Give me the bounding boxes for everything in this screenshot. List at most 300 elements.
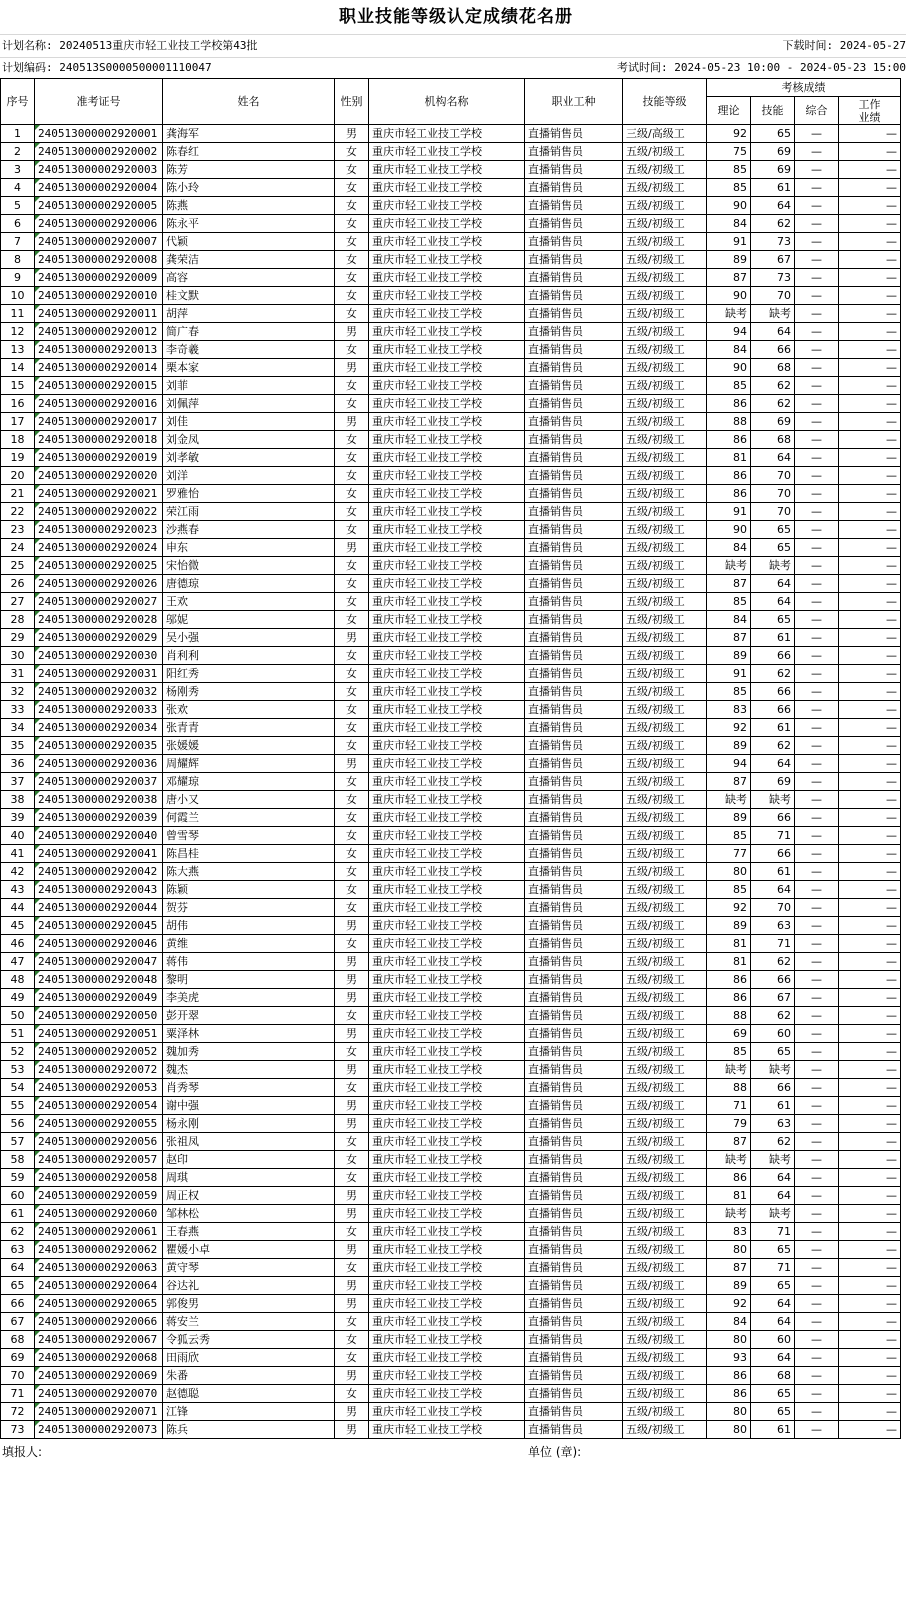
cell-seq[interactable]: 15 xyxy=(1,377,35,395)
cell-exam-id[interactable]: 240513000002920001 xyxy=(35,125,163,143)
cell-level[interactable]: 五级/初级工 xyxy=(623,539,707,557)
cell-work[interactable]: — xyxy=(839,431,901,449)
cell-composite[interactable]: — xyxy=(795,1133,839,1151)
cell-occupation[interactable]: 直播销售员 xyxy=(525,395,623,413)
cell-exam-id[interactable]: 240513000002920067 xyxy=(35,1331,163,1349)
cell-composite[interactable]: — xyxy=(795,989,839,1007)
cell-theory[interactable]: 90 xyxy=(707,197,751,215)
cell-name[interactable]: 周琪 xyxy=(163,1169,335,1187)
cell-theory[interactable]: 缺考 xyxy=(707,1151,751,1169)
cell-seq[interactable]: 24 xyxy=(1,539,35,557)
cell-seq[interactable]: 33 xyxy=(1,701,35,719)
cell-skill[interactable]: 62 xyxy=(751,215,795,233)
cell-org[interactable]: 重庆市轻工业技工学校 xyxy=(369,1169,525,1187)
cell-level[interactable]: 五级/初级工 xyxy=(623,197,707,215)
cell-exam-id[interactable]: 240513000002920068 xyxy=(35,1349,163,1367)
cell-composite[interactable]: — xyxy=(795,1079,839,1097)
cell-exam-id[interactable]: 240513000002920030 xyxy=(35,647,163,665)
cell-composite[interactable]: — xyxy=(795,1385,839,1403)
cell-gender[interactable]: 女 xyxy=(335,611,369,629)
cell-skill[interactable]: 65 xyxy=(751,521,795,539)
cell-occupation[interactable]: 直播销售员 xyxy=(525,1259,623,1277)
cell-occupation[interactable]: 直播销售员 xyxy=(525,1187,623,1205)
cell-theory[interactable]: 缺考 xyxy=(707,1205,751,1223)
cell-seq[interactable]: 34 xyxy=(1,719,35,737)
cell-gender[interactable]: 男 xyxy=(335,1295,369,1313)
cell-work[interactable]: — xyxy=(839,1295,901,1313)
cell-theory[interactable]: 91 xyxy=(707,503,751,521)
cell-org[interactable]: 重庆市轻工业技工学校 xyxy=(369,791,525,809)
cell-work[interactable]: — xyxy=(839,1367,901,1385)
cell-occupation[interactable]: 直播销售员 xyxy=(525,179,623,197)
cell-work[interactable]: — xyxy=(839,845,901,863)
cell-occupation[interactable]: 直播销售员 xyxy=(525,341,623,359)
cell-name[interactable]: 陈春红 xyxy=(163,143,335,161)
cell-org[interactable]: 重庆市轻工业技工学校 xyxy=(369,1385,525,1403)
cell-work[interactable]: — xyxy=(839,629,901,647)
cell-gender[interactable]: 男 xyxy=(335,755,369,773)
cell-work[interactable]: — xyxy=(839,1403,901,1421)
cell-exam-id[interactable]: 240513000002920043 xyxy=(35,881,163,899)
cell-gender[interactable]: 女 xyxy=(335,1331,369,1349)
cell-skill[interactable]: 62 xyxy=(751,953,795,971)
cell-work[interactable]: — xyxy=(839,1331,901,1349)
cell-seq[interactable]: 6 xyxy=(1,215,35,233)
cell-theory[interactable]: 86 xyxy=(707,971,751,989)
cell-org[interactable]: 重庆市轻工业技工学校 xyxy=(369,1187,525,1205)
cell-gender[interactable]: 男 xyxy=(335,971,369,989)
cell-gender[interactable]: 女 xyxy=(335,395,369,413)
cell-exam-id[interactable]: 240513000002920059 xyxy=(35,1187,163,1205)
cell-composite[interactable]: — xyxy=(795,179,839,197)
cell-composite[interactable]: — xyxy=(795,737,839,755)
cell-gender[interactable]: 男 xyxy=(335,1403,369,1421)
cell-name[interactable]: 张欢 xyxy=(163,701,335,719)
cell-occupation[interactable]: 直播销售员 xyxy=(525,1295,623,1313)
cell-skill[interactable]: 65 xyxy=(751,125,795,143)
cell-gender[interactable]: 女 xyxy=(335,377,369,395)
cell-seq[interactable]: 54 xyxy=(1,1079,35,1097)
cell-work[interactable]: — xyxy=(839,1043,901,1061)
cell-skill[interactable]: 71 xyxy=(751,1223,795,1241)
cell-exam-id[interactable]: 240513000002920071 xyxy=(35,1403,163,1421)
cell-work[interactable]: — xyxy=(839,539,901,557)
cell-exam-id[interactable]: 240513000002920047 xyxy=(35,953,163,971)
cell-gender[interactable]: 女 xyxy=(335,1133,369,1151)
cell-skill[interactable]: 62 xyxy=(751,1133,795,1151)
cell-exam-id[interactable]: 240513000002920045 xyxy=(35,917,163,935)
cell-exam-id[interactable]: 240513000002920016 xyxy=(35,395,163,413)
cell-exam-id[interactable]: 240513000002920018 xyxy=(35,431,163,449)
cell-composite[interactable]: — xyxy=(795,809,839,827)
cell-skill[interactable]: 64 xyxy=(751,449,795,467)
cell-work[interactable]: — xyxy=(839,215,901,233)
cell-theory[interactable]: 79 xyxy=(707,1115,751,1133)
cell-org[interactable]: 重庆市轻工业技工学校 xyxy=(369,611,525,629)
cell-work[interactable]: — xyxy=(839,161,901,179)
cell-name[interactable]: 龚海军 xyxy=(163,125,335,143)
cell-work[interactable]: — xyxy=(839,1259,901,1277)
cell-occupation[interactable]: 直播销售员 xyxy=(525,215,623,233)
cell-work[interactable]: — xyxy=(839,395,901,413)
cell-name[interactable]: 杨刚秀 xyxy=(163,683,335,701)
cell-name[interactable]: 田雨欣 xyxy=(163,1349,335,1367)
cell-work[interactable]: — xyxy=(839,251,901,269)
cell-composite[interactable]: — xyxy=(795,1025,839,1043)
cell-occupation[interactable]: 直播销售员 xyxy=(525,1079,623,1097)
cell-composite[interactable]: — xyxy=(795,827,839,845)
cell-occupation[interactable]: 直播销售员 xyxy=(525,1115,623,1133)
cell-seq[interactable]: 22 xyxy=(1,503,35,521)
cell-occupation[interactable]: 直播销售员 xyxy=(525,1331,623,1349)
cell-work[interactable]: — xyxy=(839,467,901,485)
cell-exam-id[interactable]: 240513000002920013 xyxy=(35,341,163,359)
cell-theory[interactable]: 89 xyxy=(707,809,751,827)
cell-org[interactable]: 重庆市轻工业技工学校 xyxy=(369,1205,525,1223)
cell-occupation[interactable]: 直播销售员 xyxy=(525,971,623,989)
cell-org[interactable]: 重庆市轻工业技工学校 xyxy=(369,125,525,143)
cell-theory[interactable]: 86 xyxy=(707,1385,751,1403)
cell-name[interactable]: 贺芬 xyxy=(163,899,335,917)
cell-level[interactable]: 五级/初级工 xyxy=(623,305,707,323)
cell-level[interactable]: 五级/初级工 xyxy=(623,971,707,989)
cell-occupation[interactable]: 直播销售员 xyxy=(525,881,623,899)
cell-composite[interactable]: — xyxy=(795,449,839,467)
cell-composite[interactable]: — xyxy=(795,1115,839,1133)
cell-theory[interactable]: 缺考 xyxy=(707,305,751,323)
cell-seq[interactable]: 40 xyxy=(1,827,35,845)
cell-level[interactable]: 五级/初级工 xyxy=(623,1151,707,1169)
cell-gender[interactable]: 女 xyxy=(335,233,369,251)
cell-exam-id[interactable]: 240513000002920012 xyxy=(35,323,163,341)
cell-theory[interactable]: 83 xyxy=(707,1223,751,1241)
cell-exam-id[interactable]: 240513000002920017 xyxy=(35,413,163,431)
cell-level[interactable]: 五级/初级工 xyxy=(623,395,707,413)
cell-theory[interactable]: 84 xyxy=(707,1313,751,1331)
cell-theory[interactable]: 84 xyxy=(707,341,751,359)
cell-work[interactable]: — xyxy=(839,341,901,359)
cell-name[interactable]: 谢中强 xyxy=(163,1097,335,1115)
cell-occupation[interactable]: 直播销售员 xyxy=(525,1205,623,1223)
cell-composite[interactable]: — xyxy=(795,647,839,665)
cell-gender[interactable]: 女 xyxy=(335,809,369,827)
cell-exam-id[interactable]: 240513000002920049 xyxy=(35,989,163,1007)
cell-gender[interactable]: 女 xyxy=(335,521,369,539)
cell-occupation[interactable]: 直播销售员 xyxy=(525,899,623,917)
cell-level[interactable]: 五级/初级工 xyxy=(623,701,707,719)
cell-org[interactable]: 重庆市轻工业技工学校 xyxy=(369,809,525,827)
cell-work[interactable]: — xyxy=(839,323,901,341)
cell-theory[interactable]: 89 xyxy=(707,737,751,755)
cell-work[interactable]: — xyxy=(839,305,901,323)
cell-composite[interactable]: — xyxy=(795,665,839,683)
cell-work[interactable]: — xyxy=(839,125,901,143)
cell-work[interactable]: — xyxy=(839,287,901,305)
cell-occupation[interactable]: 直播销售员 xyxy=(525,1403,623,1421)
cell-seq[interactable]: 2 xyxy=(1,143,35,161)
cell-composite[interactable]: — xyxy=(795,1277,839,1295)
cell-theory[interactable]: 缺考 xyxy=(707,557,751,575)
cell-skill[interactable]: 71 xyxy=(751,935,795,953)
cell-level[interactable]: 五级/初级工 xyxy=(623,827,707,845)
cell-skill[interactable]: 66 xyxy=(751,683,795,701)
cell-composite[interactable]: — xyxy=(795,629,839,647)
cell-name[interactable]: 邬妮 xyxy=(163,611,335,629)
cell-org[interactable]: 重庆市轻工业技工学校 xyxy=(369,881,525,899)
cell-org[interactable]: 重庆市轻工业技工学校 xyxy=(369,1367,525,1385)
cell-org[interactable]: 重庆市轻工业技工学校 xyxy=(369,575,525,593)
cell-level[interactable]: 五级/初级工 xyxy=(623,1349,707,1367)
cell-exam-id[interactable]: 240513000002920035 xyxy=(35,737,163,755)
cell-theory[interactable]: 89 xyxy=(707,251,751,269)
cell-org[interactable]: 重庆市轻工业技工学校 xyxy=(369,341,525,359)
cell-skill[interactable]: 66 xyxy=(751,1079,795,1097)
cell-org[interactable]: 重庆市轻工业技工学校 xyxy=(369,161,525,179)
cell-seq[interactable]: 52 xyxy=(1,1043,35,1061)
cell-theory[interactable]: 85 xyxy=(707,827,751,845)
cell-seq[interactable]: 64 xyxy=(1,1259,35,1277)
cell-occupation[interactable]: 直播销售员 xyxy=(525,359,623,377)
cell-occupation[interactable]: 直播销售员 xyxy=(525,809,623,827)
cell-exam-id[interactable]: 240513000002920028 xyxy=(35,611,163,629)
cell-theory[interactable]: 80 xyxy=(707,1331,751,1349)
cell-org[interactable]: 重庆市轻工业技工学校 xyxy=(369,377,525,395)
cell-theory[interactable]: 87 xyxy=(707,773,751,791)
cell-exam-id[interactable]: 240513000002920058 xyxy=(35,1169,163,1187)
cell-seq[interactable]: 68 xyxy=(1,1331,35,1349)
cell-exam-id[interactable]: 240513000002920022 xyxy=(35,503,163,521)
cell-exam-id[interactable]: 240513000002920014 xyxy=(35,359,163,377)
cell-seq[interactable]: 27 xyxy=(1,593,35,611)
cell-theory[interactable]: 88 xyxy=(707,1079,751,1097)
cell-gender[interactable]: 男 xyxy=(335,1115,369,1133)
cell-exam-id[interactable]: 240513000002920063 xyxy=(35,1259,163,1277)
cell-level[interactable]: 五级/初级工 xyxy=(623,143,707,161)
cell-level[interactable]: 五级/初级工 xyxy=(623,1403,707,1421)
cell-name[interactable]: 曾雪琴 xyxy=(163,827,335,845)
cell-occupation[interactable]: 直播销售员 xyxy=(525,323,623,341)
cell-occupation[interactable]: 直播销售员 xyxy=(525,431,623,449)
cell-skill[interactable]: 67 xyxy=(751,251,795,269)
cell-level[interactable]: 五级/初级工 xyxy=(623,629,707,647)
cell-org[interactable]: 重庆市轻工业技工学校 xyxy=(369,917,525,935)
cell-org[interactable]: 重庆市轻工业技工学校 xyxy=(369,413,525,431)
cell-skill[interactable]: 68 xyxy=(751,359,795,377)
cell-theory[interactable]: 85 xyxy=(707,593,751,611)
cell-org[interactable]: 重庆市轻工业技工学校 xyxy=(369,143,525,161)
cell-gender[interactable]: 男 xyxy=(335,413,369,431)
cell-occupation[interactable]: 直播销售员 xyxy=(525,269,623,287)
cell-exam-id[interactable]: 240513000002920062 xyxy=(35,1241,163,1259)
cell-occupation[interactable]: 直播销售员 xyxy=(525,377,623,395)
cell-seq[interactable]: 63 xyxy=(1,1241,35,1259)
cell-level[interactable]: 五级/初级工 xyxy=(623,1205,707,1223)
cell-work[interactable]: — xyxy=(839,1313,901,1331)
cell-level[interactable]: 五级/初级工 xyxy=(623,863,707,881)
cell-skill[interactable]: 66 xyxy=(751,971,795,989)
cell-org[interactable]: 重庆市轻工业技工学校 xyxy=(369,1151,525,1169)
cell-seq[interactable]: 45 xyxy=(1,917,35,935)
cell-composite[interactable]: — xyxy=(795,503,839,521)
cell-theory[interactable]: 81 xyxy=(707,1187,751,1205)
cell-theory[interactable]: 94 xyxy=(707,755,751,773)
cell-occupation[interactable]: 直播销售员 xyxy=(525,1277,623,1295)
cell-gender[interactable]: 女 xyxy=(335,503,369,521)
cell-composite[interactable]: — xyxy=(795,1169,839,1187)
cell-seq[interactable]: 69 xyxy=(1,1349,35,1367)
cell-name[interactable]: 刘佩萍 xyxy=(163,395,335,413)
cell-name[interactable]: 陈小玲 xyxy=(163,179,335,197)
cell-level[interactable]: 五级/初级工 xyxy=(623,1115,707,1133)
cell-gender[interactable]: 男 xyxy=(335,323,369,341)
cell-theory[interactable]: 90 xyxy=(707,521,751,539)
cell-gender[interactable]: 女 xyxy=(335,1169,369,1187)
cell-skill[interactable]: 63 xyxy=(751,1115,795,1133)
cell-composite[interactable]: — xyxy=(795,1205,839,1223)
cell-gender[interactable]: 男 xyxy=(335,125,369,143)
cell-name[interactable]: 刘金凤 xyxy=(163,431,335,449)
cell-org[interactable]: 重庆市轻工业技工学校 xyxy=(369,449,525,467)
cell-gender[interactable]: 女 xyxy=(335,737,369,755)
cell-occupation[interactable]: 直播销售员 xyxy=(525,539,623,557)
cell-work[interactable]: — xyxy=(839,1421,901,1439)
cell-occupation[interactable]: 直播销售员 xyxy=(525,593,623,611)
cell-gender[interactable]: 女 xyxy=(335,197,369,215)
cell-skill[interactable]: 70 xyxy=(751,485,795,503)
cell-skill[interactable]: 73 xyxy=(751,269,795,287)
cell-level[interactable]: 五级/初级工 xyxy=(623,1331,707,1349)
cell-exam-id[interactable]: 240513000002920026 xyxy=(35,575,163,593)
cell-name[interactable]: 周耀辉 xyxy=(163,755,335,773)
cell-seq[interactable]: 13 xyxy=(1,341,35,359)
cell-level[interactable]: 五级/初级工 xyxy=(623,1133,707,1151)
cell-seq[interactable]: 50 xyxy=(1,1007,35,1025)
cell-seq[interactable]: 57 xyxy=(1,1133,35,1151)
cell-seq[interactable]: 65 xyxy=(1,1277,35,1295)
cell-skill[interactable]: 66 xyxy=(751,701,795,719)
cell-level[interactable]: 五级/初级工 xyxy=(623,161,707,179)
cell-level[interactable]: 五级/初级工 xyxy=(623,989,707,1007)
cell-seq[interactable]: 41 xyxy=(1,845,35,863)
cell-name[interactable]: 肖利利 xyxy=(163,647,335,665)
cell-theory[interactable]: 88 xyxy=(707,413,751,431)
cell-level[interactable]: 五级/初级工 xyxy=(623,449,707,467)
cell-composite[interactable]: — xyxy=(795,881,839,899)
cell-gender[interactable]: 女 xyxy=(335,1223,369,1241)
cell-work[interactable]: — xyxy=(839,359,901,377)
cell-occupation[interactable]: 直播销售员 xyxy=(525,305,623,323)
cell-work[interactable]: — xyxy=(839,575,901,593)
cell-exam-id[interactable]: 240513000002920061 xyxy=(35,1223,163,1241)
cell-composite[interactable]: — xyxy=(795,863,839,881)
cell-name[interactable]: 阳红秀 xyxy=(163,665,335,683)
cell-name[interactable]: 谷达礼 xyxy=(163,1277,335,1295)
cell-occupation[interactable]: 直播销售员 xyxy=(525,161,623,179)
cell-composite[interactable]: — xyxy=(795,1295,839,1313)
cell-level[interactable]: 五级/初级工 xyxy=(623,1367,707,1385)
cell-skill[interactable]: 69 xyxy=(751,143,795,161)
cell-theory[interactable]: 86 xyxy=(707,1169,751,1187)
cell-org[interactable]: 重庆市轻工业技工学校 xyxy=(369,485,525,503)
cell-org[interactable]: 重庆市轻工业技工学校 xyxy=(369,1007,525,1025)
cell-composite[interactable]: — xyxy=(795,1403,839,1421)
cell-seq[interactable]: 46 xyxy=(1,935,35,953)
cell-level[interactable]: 三级/高级工 xyxy=(623,125,707,143)
cell-name[interactable]: 黎明 xyxy=(163,971,335,989)
cell-theory[interactable]: 81 xyxy=(707,449,751,467)
cell-skill[interactable]: 61 xyxy=(751,863,795,881)
cell-occupation[interactable]: 直播销售员 xyxy=(525,1367,623,1385)
cell-gender[interactable]: 女 xyxy=(335,1079,369,1097)
cell-occupation[interactable]: 直播销售员 xyxy=(525,935,623,953)
cell-name[interactable]: 陈永平 xyxy=(163,215,335,233)
cell-occupation[interactable]: 直播销售员 xyxy=(525,647,623,665)
cell-exam-id[interactable]: 240513000002920040 xyxy=(35,827,163,845)
cell-work[interactable]: — xyxy=(839,413,901,431)
cell-skill[interactable]: 61 xyxy=(751,719,795,737)
cell-org[interactable]: 重庆市轻工业技工学校 xyxy=(369,1223,525,1241)
cell-seq[interactable]: 7 xyxy=(1,233,35,251)
cell-gender[interactable]: 女 xyxy=(335,161,369,179)
cell-name[interactable]: 唐德琼 xyxy=(163,575,335,593)
cell-name[interactable]: 朱番 xyxy=(163,1367,335,1385)
cell-theory[interactable]: 81 xyxy=(707,935,751,953)
cell-org[interactable]: 重庆市轻工业技工学校 xyxy=(369,1241,525,1259)
cell-composite[interactable]: — xyxy=(795,611,839,629)
cell-exam-id[interactable]: 240513000002920051 xyxy=(35,1025,163,1043)
cell-seq[interactable]: 14 xyxy=(1,359,35,377)
cell-seq[interactable]: 1 xyxy=(1,125,35,143)
cell-gender[interactable]: 男 xyxy=(335,1277,369,1295)
cell-work[interactable]: — xyxy=(839,917,901,935)
cell-org[interactable]: 重庆市轻工业技工学校 xyxy=(369,971,525,989)
cell-seq[interactable]: 56 xyxy=(1,1115,35,1133)
cell-name[interactable]: 陈颖 xyxy=(163,881,335,899)
cell-gender[interactable]: 女 xyxy=(335,773,369,791)
cell-name[interactable]: 江锋 xyxy=(163,1403,335,1421)
cell-seq[interactable]: 19 xyxy=(1,449,35,467)
cell-exam-id[interactable]: 240513000002920020 xyxy=(35,467,163,485)
cell-composite[interactable]: — xyxy=(795,1043,839,1061)
cell-level[interactable]: 五级/初级工 xyxy=(623,1421,707,1439)
cell-org[interactable]: 重庆市轻工业技工学校 xyxy=(369,665,525,683)
cell-level[interactable]: 五级/初级工 xyxy=(623,1187,707,1205)
cell-seq[interactable]: 60 xyxy=(1,1187,35,1205)
cell-name[interactable]: 王欢 xyxy=(163,593,335,611)
cell-work[interactable]: — xyxy=(839,179,901,197)
cell-level[interactable]: 五级/初级工 xyxy=(623,431,707,449)
cell-name[interactable]: 胡伟 xyxy=(163,917,335,935)
cell-level[interactable]: 五级/初级工 xyxy=(623,287,707,305)
cell-seq[interactable]: 20 xyxy=(1,467,35,485)
cell-exam-id[interactable]: 240513000002920006 xyxy=(35,215,163,233)
cell-work[interactable]: — xyxy=(839,233,901,251)
cell-composite[interactable]: — xyxy=(795,1061,839,1079)
cell-seq[interactable]: 67 xyxy=(1,1313,35,1331)
cell-seq[interactable]: 10 xyxy=(1,287,35,305)
cell-seq[interactable]: 72 xyxy=(1,1403,35,1421)
cell-composite[interactable]: — xyxy=(795,431,839,449)
cell-composite[interactable]: — xyxy=(795,1007,839,1025)
cell-exam-id[interactable]: 240513000002920004 xyxy=(35,179,163,197)
cell-exam-id[interactable]: 240513000002920066 xyxy=(35,1313,163,1331)
cell-exam-id[interactable]: 240513000002920023 xyxy=(35,521,163,539)
cell-seq[interactable]: 51 xyxy=(1,1025,35,1043)
cell-theory[interactable]: 缺考 xyxy=(707,791,751,809)
cell-name[interactable]: 刘孝敏 xyxy=(163,449,335,467)
cell-composite[interactable]: — xyxy=(795,251,839,269)
cell-seq[interactable]: 4 xyxy=(1,179,35,197)
